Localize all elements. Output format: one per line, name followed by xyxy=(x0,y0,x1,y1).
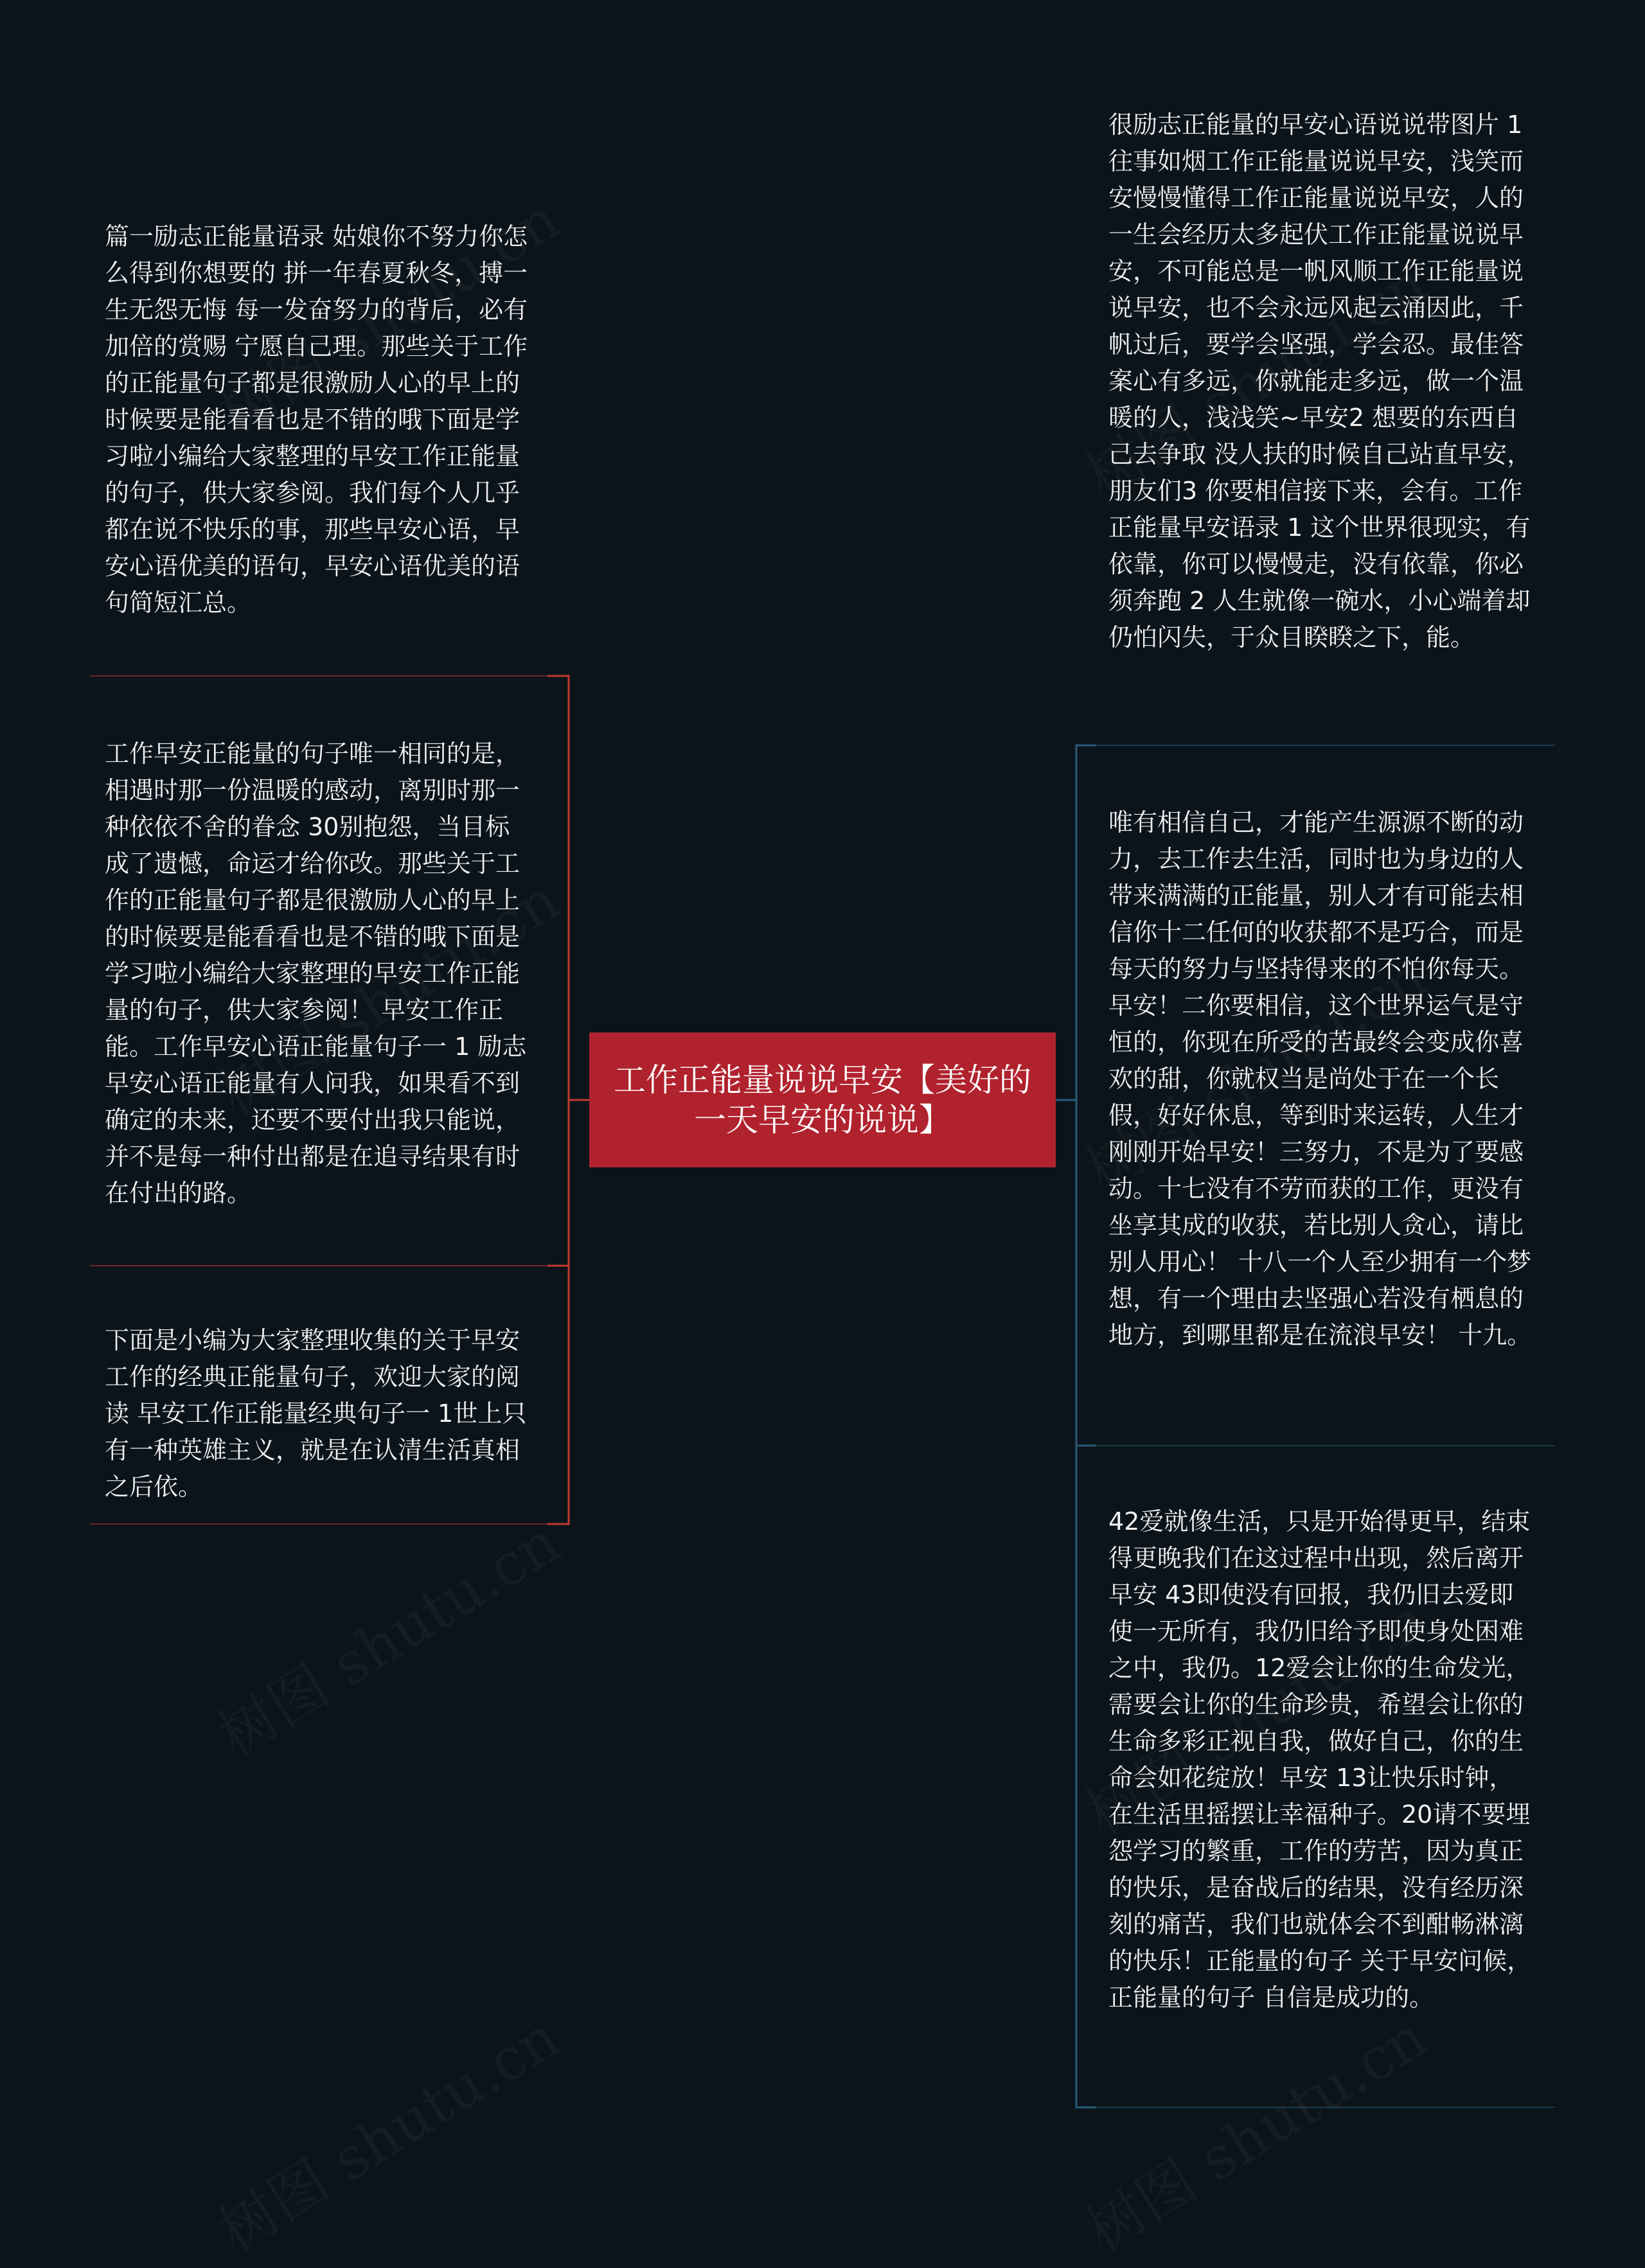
right-branch-1[interactable]: 很励志正能量的早安心语说说带图片 1 往事如烟工作正能量说说早安，浅笑而安慢慢懂得工作正能量说说早安，人的一生会经历太多起伏工作正能量说说早安，不可能总是一帆风顺工作正能量说说早安，也不会永远风起云涌因此，千帆过后，要学会坚强，学会忍。最佳答案心有多远，你就能走多远，做一个温暖的人，浅浅笑~早安2 想要的东西自己去争取 没人扶的时候自己站直早安，朋友们3 你要相信接下来，会有。工作正能量早安语录 1 这个世界很现实，有依靠，你可以慢慢走，没有依靠，你必须奔跑 2 人生就像一碗水，小心端着却仍怕闪失，于众目睽睽之下，能。 xyxy=(1108,111,1532,651)
left-branch-3[interactable]: 下面是小编为大家整理收集的关于早安工作的经典正能量句子，欢迎大家的阅读 早安工作正能量经典句子一 1世上只有一种英雄主义，就是在认清生活真相之后依。 xyxy=(105,1326,527,1501)
connector-right-branch-1 xyxy=(1076,745,1096,1100)
connector-left-branch-3 xyxy=(547,1100,569,1524)
connector-right-branch-3 xyxy=(1076,1100,1096,2107)
central-topic-label: 工作正能量说说早安【美好的一天早安的说说】 xyxy=(614,1061,1031,1138)
left-branch-1[interactable]: 篇一励志正能量语录 姑娘你不努力你怎么得到你想要的 拼一年春夏秋冬，搏一生无怨无悔 每一发奋努力的背后，必有加倍的赏赐 宁愿自己理。那些关于工作的正能量句子都是很激励人心的早上的时候要是能看看也是不错的哦下面是学习啦小编给大家整理的早安工作正能量的句子，供大家参阅。我们每个人几乎都在说不快乐的事，那些早安心语，早安心语优美的语句，早安心语优美的语句简短汇总。 xyxy=(105,222,528,617)
watermark xyxy=(1067,1992,1439,2267)
left-branch-2[interactable]: 工作早安正能量的句子唯一相同的是，相遇时那一份温暖的感动，离别时那一种依依不舍的眷念 30别抱怨，当目标成了遗憾，命运才给你改。那些关于工作的正能量句子都是很激励人心的早上的时候要是能看看也是不错的哦下面是学习啦小编给大家整理的早安工作正能量的句子，供大家参阅！ 早安工作正能。工作早安心语正能量句子一 1 励志早安心语正能量有人问我，如果看不到确定的未来，还要不要付出我只能说，并不是每一种付出都是在追寻结果有时在付出的路。 xyxy=(105,740,527,1207)
right-branch-3[interactable]: 42爱就像生活，只是开始得更早，结束得更晚我们在这过程中出现，然后离开早安 43即使没有回报，我仍旧去爱即使一无所有，我仍旧给予即使身处困难之中，我仍。12爱会让你的生命发光，需要会让你的生命珍贵，希望会让你的生命多彩正视自我，做好自己，你的生命会如花绽放！早安 13让快乐时钟，在生活里摇摆让幸福种子。20请不要埋怨学习的繁重，工作的劳苦，因为真正的快乐，是奋战后的结果，没有经历深刻的痛苦，我们也就体会不到酣畅淋漓的快乐！正能量的句子 关于早安问候，正能量的句子 自信是成功的。 xyxy=(1108,1507,1532,2012)
central-topic[interactable] xyxy=(589,1032,1056,1167)
connector-left-branch-2 xyxy=(547,1100,569,1266)
connector-left-branch-1 xyxy=(547,676,569,1100)
right-branch-2[interactable]: 唯有相信自己，才能产生源源不断的动力，去工作去生活，同时也为身边的人带来满满的正能量，别人才有可能去相信你十二任何的收获都不是巧合，而是每天的努力与坚持得来的不怕你每天。早安！二你要相信，这个世界运气是守恒的，你现在所受的苦最终会变成你喜欢的甜，你就权当是尚处于在一个长假，好好休息，等到时来运转，人生才刚刚开始早安！三努力，不是为了要感动。十七没有不劳而获的工作，更没有坐享其成的收获，若比别人贪心，请比别人用心！ 十八一个人至少拥有一个梦想，有一个理由去坚强心若没有栖息的地方，到哪里都是在流浪早安！ 十九。 xyxy=(1108,808,1532,1349)
watermark xyxy=(200,1497,572,1773)
watermark xyxy=(200,1992,572,2267)
